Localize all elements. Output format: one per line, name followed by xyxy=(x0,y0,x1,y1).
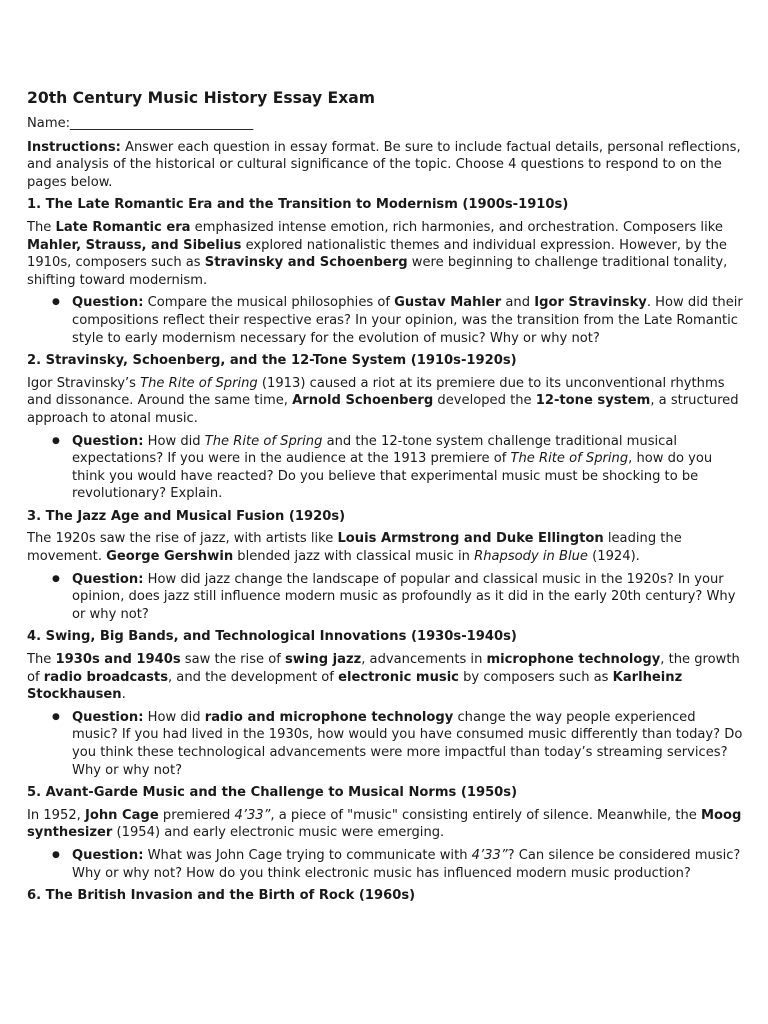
section-heading: 1. The Late Romantic Era and the Transition to Modernism (1900s-1910s) xyxy=(27,197,569,213)
instructions-label: Instructions: xyxy=(27,139,121,155)
exam-document xyxy=(27,88,743,905)
exam-section xyxy=(27,352,743,503)
question-item xyxy=(72,847,743,882)
italic-title: 4’33” xyxy=(471,847,508,863)
text-run: (1913) caused a riot at its premiere due to its unconventional rhythms and dissonance. Around the same time, xyxy=(27,375,725,409)
section-heading: 4. Swing, Big Bands, and Technological Innovations (1930s-1940s) xyxy=(27,629,517,645)
emphasis-text: 12-tone system xyxy=(535,393,651,409)
emphasis-text: electronic music xyxy=(338,669,459,685)
emphasis-text: Moog synthesizer xyxy=(27,807,742,841)
emphasis-text: Mahler, Strauss, and Sibelius xyxy=(27,237,242,253)
sections xyxy=(27,196,743,904)
exam-section xyxy=(27,784,743,882)
text-run: How did xyxy=(143,709,205,725)
emphasis-text: microphone technology xyxy=(486,652,661,668)
text-run: blended jazz with classical music in xyxy=(233,549,475,565)
emphasis-text: Gustav Mahler xyxy=(394,295,502,311)
section-description xyxy=(27,375,743,428)
text-run: , a piece of "music" consisting entirely of silence. Meanwhile, the xyxy=(270,807,702,823)
section-description xyxy=(27,651,743,704)
text-run: emphasized intense emotion, rich harmonies, and orchestration. Composers like xyxy=(190,219,723,235)
question-item xyxy=(72,571,743,624)
text-run: , how do you think you would have reacted? Do you believe that experimental music must be shocking to be revolutionary? Explain. xyxy=(72,451,713,502)
text-run: How did jazz change the landscape of popular and classical music in the 1920s? In your opinion, does jazz still influence modern music as profoundly as it did in the early 20th century? Why or why not? xyxy=(72,571,736,622)
emphasis-text: Question: xyxy=(72,295,144,311)
text-run: , a structured approach to atonal music. xyxy=(27,393,739,426)
emphasis-text: Question: xyxy=(72,847,144,863)
section-heading: 6. The British Invasion and the Birth of Rock (1960s) xyxy=(27,888,416,904)
text-run: The xyxy=(27,652,56,668)
text-run: and the 12-tone system challenge traditional musical expectations? If you were in the audience at the 1913 premiere of xyxy=(72,433,678,467)
name-line: Name:____________________________ xyxy=(27,116,254,131)
text-run: The xyxy=(27,219,56,235)
emphasis-text: John Cage xyxy=(84,807,159,823)
text-run: . xyxy=(121,687,126,703)
text-run: and xyxy=(501,295,535,311)
emphasis-text: 1930s and 1940s xyxy=(55,652,181,668)
emphasis-text: radio broadcasts xyxy=(43,669,168,685)
emphasis-text: Louis Armstrong and Duke Ellington xyxy=(337,531,604,547)
text-run: (1954) and early electronic music were emerging. xyxy=(112,825,445,841)
section-heading: 3. The Jazz Age and Musical Fusion (1920s) xyxy=(27,508,346,524)
text-run: by composers such as xyxy=(458,669,613,685)
text-run: The 1920s saw the rise of jazz, with artists like xyxy=(27,531,338,547)
text-run: premiered xyxy=(158,807,235,823)
text-run: , the growth of xyxy=(27,652,740,685)
emphasis-text: Late Romantic era xyxy=(55,219,191,235)
emphasis-text: Question: xyxy=(72,709,144,725)
exam-section xyxy=(27,887,743,905)
text-run: How did xyxy=(143,433,205,449)
section-description xyxy=(27,530,743,565)
instructions-text: Answer each question in essay format. Be sure to include factual details, personal reflections, and analysis of the historical or cultural significance of the topic. Choose 4 questions to respond to on the pages below. xyxy=(27,139,741,190)
emphasis-text: Question: xyxy=(72,433,144,449)
emphasis-text: Stravinsky and Schoenberg xyxy=(204,255,408,271)
text-run: Igor Stravinsky’s xyxy=(27,375,141,391)
section-heading: 5. Avant-Garde Music and the Challenge to Musical Norms (1950s) xyxy=(27,785,518,801)
instructions xyxy=(27,139,743,192)
text-run: change the way people experienced music? If you had lived in the 1930s, how would you have consumed music differently than today? Do you think these technological advancements were more impactful than today’s streaming services? Why or why not? xyxy=(72,709,743,778)
text-run: explored nationalistic themes and individual expression. However, by the 1910s, composers such as xyxy=(27,237,727,271)
text-run: , and the development of xyxy=(167,669,339,685)
section-description xyxy=(27,807,743,842)
question-list xyxy=(27,433,743,503)
text-run: were beginning to challenge traditional tonality, shifting toward modernism. xyxy=(27,255,728,288)
question-list xyxy=(27,294,743,347)
italic-title: The Rite of Spring xyxy=(510,451,629,467)
emphasis-text: swing jazz xyxy=(285,652,362,668)
text-run: Compare the musical philosophies of xyxy=(143,295,395,311)
emphasis-text: Question: xyxy=(72,571,144,587)
page-title: 20th Century Music History Essay Exam xyxy=(27,89,376,107)
emphasis-text: Arnold Schoenberg xyxy=(292,393,434,409)
question-list xyxy=(27,571,743,624)
question-item xyxy=(72,709,743,779)
exam-section xyxy=(27,628,743,779)
exam-section xyxy=(27,508,743,624)
italic-title: The Rite of Spring xyxy=(140,375,258,391)
text-run: leading the movement. xyxy=(27,531,682,565)
text-run: ? Can silence be considered music? Why or why not? How do you think electronic music has influenced modern music production? xyxy=(72,847,741,881)
text-run: In 1952, xyxy=(27,807,85,823)
question-item xyxy=(72,433,743,503)
emphasis-text: Igor Stravinsky xyxy=(534,295,647,311)
section-description xyxy=(27,219,743,289)
text-run: (1924). xyxy=(587,549,640,565)
emphasis-text: radio and microphone technology xyxy=(204,709,454,725)
emphasis-text: Karlheinz Stockhausen xyxy=(27,669,683,703)
text-run: , advancements in xyxy=(361,652,487,668)
question-list xyxy=(27,847,743,882)
text-run: . How did their compositions reflect their respective eras? In your opinion, was the transition from the Late Romantic style to early modernism necessary for the evolution of music? Why or why not? xyxy=(72,295,743,346)
question-list xyxy=(27,709,743,779)
exam-section xyxy=(27,196,743,347)
italic-title: Rhapsody in Blue xyxy=(474,549,588,565)
question-item xyxy=(72,294,743,347)
text-run: saw the rise of xyxy=(180,652,286,668)
text-run: What was John Cage trying to communicate with xyxy=(143,847,472,863)
italic-title: The Rite of Spring xyxy=(204,433,323,449)
emphasis-text: George Gershwin xyxy=(106,549,234,565)
text-run: developed the xyxy=(433,393,536,409)
section-heading: 2. Stravinsky, Schoenberg, and the 12-Tone System (1910s-1920s) xyxy=(27,353,517,369)
italic-title: 4’33” xyxy=(234,807,271,823)
